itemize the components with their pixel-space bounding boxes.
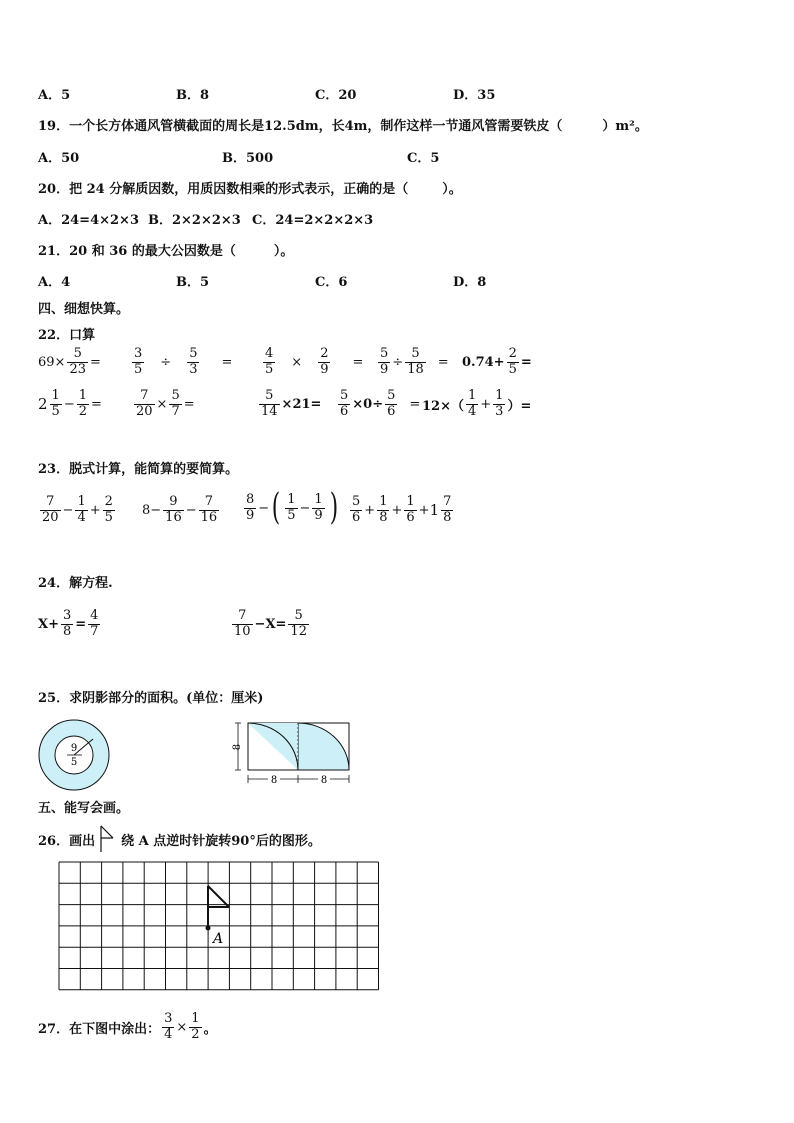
rect-bottom-label-1: 8 <box>270 775 278 786</box>
q24-equation-2: $\frac{7}{10}$ −X= $\frac{5}{12}$ <box>234 608 307 639</box>
q25-ring-figure <box>36 717 116 793</box>
q22-5-pre: 0.74+ <box>462 354 505 370</box>
q22-item-9: $\frac{5}{6}$ ×0÷ $\frac{5}{6}$ = <box>340 388 421 419</box>
q22-1-frac: $\frac{5}{23}$ <box>69 346 86 377</box>
q26-pre: 26．画出 <box>38 833 96 849</box>
flag-shape-icon <box>97 824 119 854</box>
q25-rect-figure <box>228 717 354 795</box>
q22-item-7: $\frac{7}{20}$ × $\frac{5}{7}$ = <box>136 388 195 419</box>
q25-title: 25．求阴影部分的面积。(单位：厘米) <box>38 691 264 706</box>
q22-6-whole: 2 <box>38 395 48 414</box>
q23-expr-4: $\frac{5}{6}$ + $\frac{1}{8}$ + $\frac{1}{6}$ + 1 $\frac{7}{8}$ <box>352 494 452 525</box>
q18-option-c[interactable]: C．20 <box>315 88 357 103</box>
q22-9-mid: ×0÷ <box>352 396 384 412</box>
section-5-heading: 五、能写会画。 <box>38 801 130 816</box>
q24-equation-1: X+ $\frac{3}{8}$ = $\frac{4}{7}$ <box>38 608 99 639</box>
q19-option-c[interactable]: C．5 <box>407 151 440 166</box>
q22-1-op: × <box>54 354 66 370</box>
q22-item-8: $\frac{5}{14}$ ×21= <box>261 388 322 419</box>
q18-option-b[interactable]: B．8 <box>176 88 210 103</box>
q22-6-eq: = <box>91 396 102 412</box>
q23-expr-3: $\frac{8}{9}$ − ( $\frac{1}{5}$ − $\frac{1}{9}$ ) <box>246 487 338 528</box>
q22-10-op: + <box>480 396 492 412</box>
q22-4-op: ÷ <box>392 354 404 370</box>
q20-option-a[interactable]: A．24=4×2×3 <box>38 213 139 228</box>
q20-question <box>38 178 462 197</box>
q19-option-a[interactable]: A．50 <box>38 151 80 166</box>
q22-9-eq: = <box>409 396 421 412</box>
q23-expr-2: 8− $\frac{9}{16}$ − $\frac{7}{16}$ <box>142 494 218 525</box>
q19-end: ）m²。 <box>602 119 648 134</box>
q21-option-b[interactable]: B．5 <box>176 275 210 290</box>
q22-title: 22．口算 <box>38 328 96 343</box>
q22-item-10: 12×（ $\frac{1}{4}$ + $\frac{1}{3}$ ）= <box>422 388 532 419</box>
q21-text: 21．20 和 36 的最大公因数是（ <box>38 244 236 259</box>
q23-title: 23．脱式计算，能简算的要简算。 <box>38 462 239 477</box>
q26-question <box>38 824 321 854</box>
q22-3-eq: = <box>352 354 364 370</box>
q26-post: 绕 A 点逆时针旋转90°后的图形。 <box>121 833 321 849</box>
q22-3-op: × <box>291 354 303 370</box>
point-a-label: A <box>212 931 224 947</box>
q21-option-c[interactable]: C．6 <box>315 275 348 290</box>
q22-10-post: ）= <box>507 398 532 414</box>
q27-pre: 27．在下图中涂出： <box>38 1021 161 1037</box>
q22-6-op: − <box>63 396 75 412</box>
q22-4-eq: = <box>437 354 449 370</box>
q20-text: 20．把 24 分解质因数，用质因数相乘的形式表示，正确的是（ <box>38 182 409 197</box>
q22-1-int: 69 <box>38 354 55 370</box>
q22-item-5: 0.74+ $\frac{2}{5}$ = <box>462 346 532 377</box>
q24-title: 24．解方程. <box>38 576 113 591</box>
q26-grid[interactable] <box>58 861 384 995</box>
q19-question <box>38 115 648 134</box>
q20-option-b[interactable]: B．2×2×2×3 <box>148 213 241 228</box>
q19-option-b[interactable]: B．500 <box>222 151 274 166</box>
q27-question: 27．在下图中涂出： $\frac{3}{4}$ × $\frac{1}{2}$ 。 <box>38 1011 217 1042</box>
q20-option-c[interactable]: C．24=2×2×2×3 <box>252 213 374 228</box>
section-4-heading: 四、细想快算。 <box>38 302 130 317</box>
q18-option-d[interactable]: D．35 <box>453 88 496 103</box>
q22-2-op: ÷ <box>160 354 172 370</box>
q22-item-1 <box>38 347 101 378</box>
q19-text: 19．一个长方体通风管横截面的周长是12.5dm，长4m，制作这样一节通风管需要铁皮（ <box>38 119 563 134</box>
q21-question <box>38 240 293 259</box>
q22-8-post: ×21= <box>281 396 322 412</box>
q20-end: ）。 <box>442 182 462 197</box>
rect-side-label: 8 <box>232 743 243 751</box>
q18-option-a[interactable]: A．5 <box>38 88 71 103</box>
q22-item-6: 2 $\frac{1}{5}$ − $\frac{1}{2}$ = <box>38 388 102 419</box>
q22-5-eq: = <box>520 354 532 370</box>
right-paren: ) <box>329 487 338 528</box>
ring-radius-denominator: 5 <box>70 757 78 768</box>
left-paren: ( <box>271 487 281 528</box>
q21-option-a[interactable]: A．4 <box>38 275 71 290</box>
q22-1-eq: = <box>90 354 101 370</box>
q22-item-2: $\frac{3}{5}$ ÷ $\frac{5}{3}$ = <box>134 346 233 377</box>
q22-item-4: $\frac{5}{9}$ ÷ $\frac{5}{18}$ = <box>380 346 449 377</box>
ring-radius-numerator: 9 <box>70 743 78 754</box>
rect-bottom-label-2: 8 <box>320 775 328 786</box>
q22-2-eq: = <box>221 354 233 370</box>
q21-option-d[interactable]: D．8 <box>453 275 487 290</box>
q22-7-op: × <box>156 396 168 412</box>
q22-7-eq: = <box>183 396 195 412</box>
q22-item-3: $\frac{4}{5}$ × $\frac{2}{9}$ = <box>265 346 364 377</box>
q21-end: ）。 <box>273 244 294 259</box>
q22-10-pre: 12×（ <box>422 398 464 414</box>
q23-expr-1: $\frac{7}{20}$ − $\frac{1}{4}$ + $\frac{2}{5}$ <box>42 494 113 525</box>
